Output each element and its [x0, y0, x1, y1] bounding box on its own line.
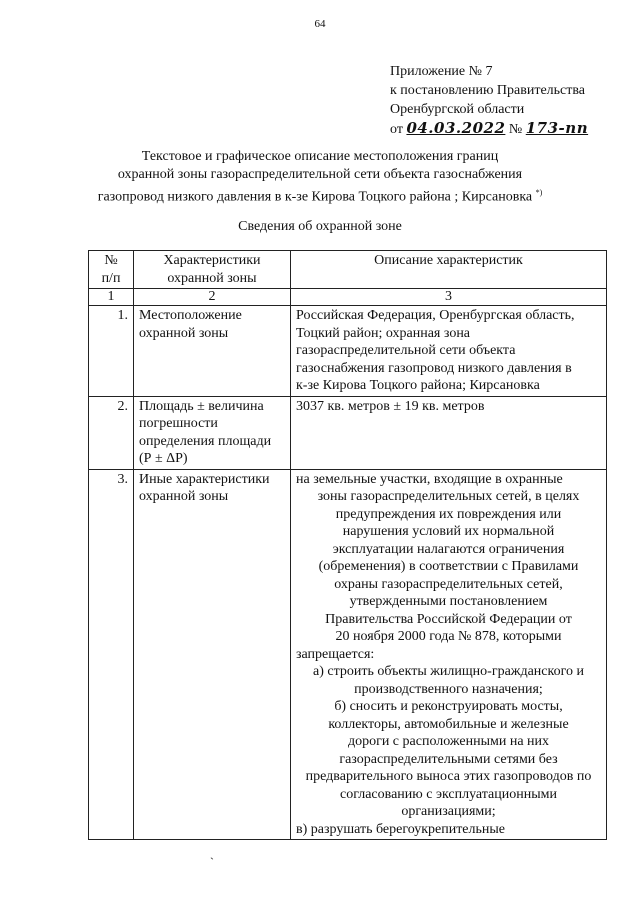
- column-number-2: 2: [134, 289, 291, 306]
- appendix-line2: к постановлению Правительства: [390, 83, 586, 98]
- stray-mark: `: [210, 855, 214, 869]
- section-subtitle: Сведения об охранной зоне: [238, 219, 402, 234]
- header-number-cell: № п/п: [89, 251, 134, 289]
- row-description: Российская Федерация, Оренбургская область, Тоцкий район; охранная зона газораспределительной сети объекта газоснабжения газопровод низкого давления в к-зе Кирова Тоцкого района; Кирсановка: [291, 306, 607, 397]
- row-characteristic: Местоположение охранной зоны: [134, 306, 291, 397]
- number-sign: №: [508, 122, 523, 137]
- table-numbering-row: [89, 289, 607, 306]
- appendix-date-line: [390, 119, 630, 139]
- appendix-header: [390, 62, 630, 139]
- header-characteristic-cell: Характеристики охранной зоны: [134, 251, 291, 289]
- resolution-number: 173-пп: [525, 119, 589, 137]
- title-line2: охранной зоны газораспределительной сети объекта газоснабжения: [117, 167, 523, 182]
- table-header-row: [89, 251, 607, 289]
- page-number: 64: [314, 18, 326, 30]
- zone-info-table: [88, 250, 607, 840]
- row-number: 3.: [89, 469, 134, 840]
- footnote-mark: *): [535, 188, 543, 197]
- header-description-cell: Описание характеристик: [291, 251, 607, 289]
- row-characteristic: Иные характеристики охранной зоны: [134, 469, 291, 840]
- table-row: [89, 396, 607, 469]
- document-title: [60, 148, 580, 207]
- row-number: 2.: [89, 396, 134, 469]
- row-description: 3037 кв. метров ± 19 кв. метров: [291, 396, 607, 469]
- table-row: [89, 469, 607, 840]
- resolution-date: 04.03.2022: [406, 119, 506, 137]
- title-line3: газопровод низкого давления в к-зе Кирова Тоцкого района ; Кирсановка *): [97, 188, 543, 205]
- appendix-line1: Приложение № 7: [390, 64, 493, 79]
- row-description: на земельные участки, входящие в охранные зоны газораспределительных сетей, в целях предупреждения их повреждения или нарушения условий их нормальной эксплуатации налагаются ограничения (обременения) в соответствии с Правилами охраны газораспределительных сетей, утвержденными постановлением Правительства Российской Федерации от 20 ноября 2000 года № 878, которыми запрещается: а) строить объекты жилищно-гражданского и производственного назначения; б) сносить и реконструировать мосты, коллекторы, автомобильные и железные дороги с расположенными на них газораспределительными сетями без предварительного выноса этих газопроводов по согласованию с эксплуатационными организациями; в) разрушать берегоукрепительные: [291, 469, 607, 840]
- row-characteristic: Площадь ± величина погрешности определения площади (Р ± ΔР): [134, 396, 291, 469]
- row-number: 1.: [89, 306, 134, 397]
- from-prefix: от: [390, 122, 403, 137]
- column-number-1: 1: [89, 289, 134, 306]
- column-number-3: 3: [291, 289, 607, 306]
- title-line1: Текстовое и графическое описание местоположения границ: [141, 149, 499, 164]
- appendix-line3: Оренбургской области: [390, 102, 525, 117]
- table-row: [89, 306, 607, 397]
